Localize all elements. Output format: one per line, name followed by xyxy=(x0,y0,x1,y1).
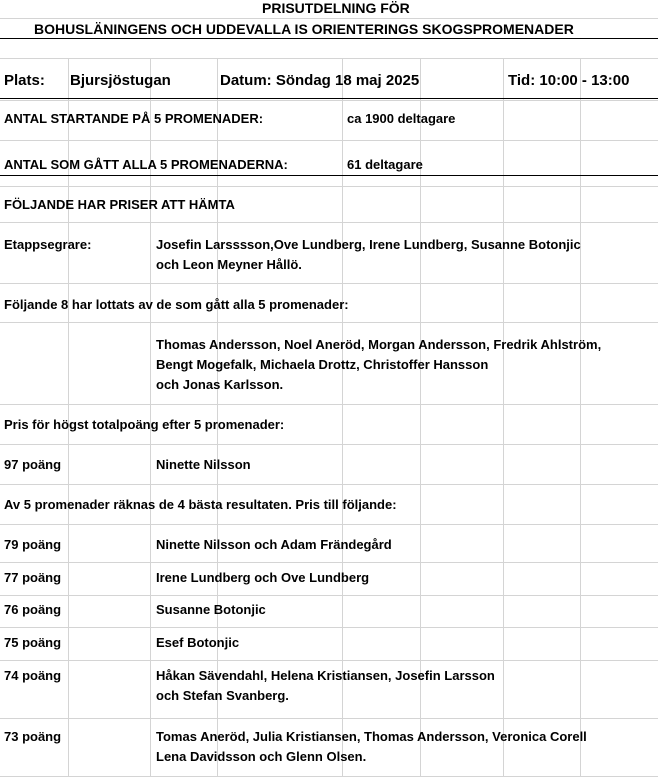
result-points: 76 poäng xyxy=(4,602,62,617)
gatt-label: ANTAL SOM GÅTT ALLA 5 PROMENADERNA: xyxy=(4,157,288,172)
title-line-2: BOHUSLÄNINGENS OCH UDDEVALLA IS ORIENTERINGS SKOGSPROMENADER xyxy=(34,21,574,37)
lottats-heading: Följande 8 har lottats av de som gått alla 5 promenader: xyxy=(4,297,349,312)
hogst-name: Ninette Nilsson xyxy=(156,457,251,472)
result-names: Håkan Sävendahl, Helena Kristiansen, Josefin Larsson xyxy=(156,668,495,683)
prizes-heading: FÖLJANDE HAR PRISER ATT HÄMTA xyxy=(4,197,235,212)
tid: Tid: 10:00 - 13:00 xyxy=(508,72,630,89)
datum: Datum: Söndag 18 maj 2025 xyxy=(220,72,420,89)
result-points: 79 poäng xyxy=(4,537,62,552)
result-points: 74 poäng xyxy=(4,668,62,683)
title-line-1: PRISUTDELNING FÖR xyxy=(262,0,410,16)
etapp-line-2: och Leon Meyner Hållö. xyxy=(156,257,302,272)
stats-underline xyxy=(0,175,658,176)
result-names-cont: och Stefan Svanberg. xyxy=(156,688,289,703)
hogst-heading: Pris för högst totalpoäng efter 5 promenader: xyxy=(4,417,285,432)
result-points: 75 poäng xyxy=(4,635,62,650)
startande-value: ca 1900 deltagare xyxy=(347,111,456,126)
result-points: 77 poäng xyxy=(4,570,62,585)
result-names: Ninette Nilsson och Adam Frändegård xyxy=(156,537,392,552)
info-underline xyxy=(0,98,658,99)
hogst-points: 97 poäng xyxy=(4,457,62,472)
result-points: 73 poäng xyxy=(4,729,62,744)
result-names: Esef Botonjic xyxy=(156,635,240,650)
header-underline xyxy=(0,38,658,39)
result-names: Irene Lundberg och Ove Lundberg xyxy=(156,570,370,585)
startande-label: ANTAL STARTANDE PÅ 5 PROMENADER: xyxy=(4,111,264,126)
basta-heading: Av 5 promenader räknas de 4 bästa resultaten. Pris till följande: xyxy=(4,497,397,512)
result-names: Susanne Botonjic xyxy=(156,602,266,617)
lottats-line-1: Thomas Andersson, Noel Aneröd, Morgan Andersson, Fredrik Ahlström, xyxy=(156,337,602,352)
etapp-line-1: Josefin Larsssson,Ove Lundberg, Irene Lundberg, Susanne Botonjic xyxy=(156,237,581,252)
result-names: Tomas Aneröd, Julia Kristiansen, Thomas Andersson, Veronica Corell xyxy=(156,729,587,744)
result-names-cont: Lena Davidsson och Glenn Olsen. xyxy=(156,749,367,764)
gatt-value: 61 deltagare xyxy=(347,157,423,172)
lottats-line-2: Bengt Mogefalk, Michaela Drottz, Christoffer Hansson xyxy=(156,357,489,372)
etapp-label: Etappsegrare: xyxy=(4,237,92,252)
plats-label: Plats: xyxy=(4,72,45,89)
lottats-line-3: och Jonas Karlsson. xyxy=(156,377,284,392)
plats-value: Bjursjöstugan xyxy=(70,72,171,89)
